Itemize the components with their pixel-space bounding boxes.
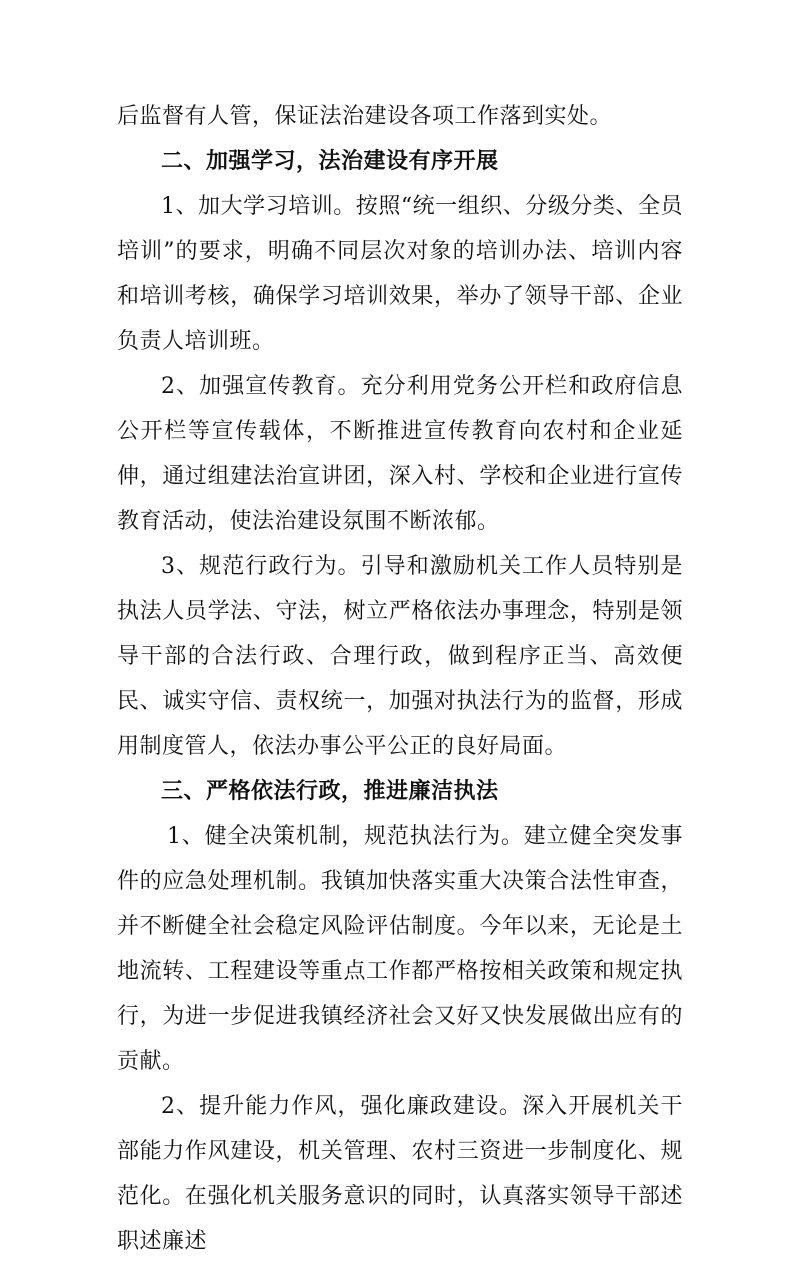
section-heading-2: 二、加强学习，法治建设有序开展 [161,149,499,174]
section-heading-3: 三、严格依法行政，推进廉洁执法 [161,779,499,804]
paragraph-standardize-administration: 3、规范行政行为。引导和激励机关工作人员特别是执法人员学法、守法，树立严格依法办事理念，特别是领导干部的合法行政、合理行政，做到程序正当、高效便民、诚实守信、责权统一，加强对执法行为的监督，形成用制度管人，依法办事公平公正的良好局面。 [117,554,683,759]
paragraph-publicity-education: 2、加强宣传教育。充分利用党务公开栏和政府信息公开栏等宣传载体，不断推进宣传教育向农村和企业延伸，通过组建法治宣讲团，深入村、学校和企业进行宣传教育活动，使法治建设氛围不断浓郁。 [117,374,683,534]
paragraph-continuation: 后监督有人管，保证法治建设各项工作落到实处。 [117,104,613,129]
paragraph-study-training: 1、加大学习培训。按照“统一组织、分级分类、全员培训”的要求，明确不同层次对象的培训办法、培训内容和培训考核，确保学习培训效果，举办了领导干部、企业负责人培训班。 [117,194,683,354]
document-body [117,94,683,1264]
paragraph-decision-mechanism: 1、健全决策机制，规范执法行为。建立健全突发事件的应急处理机制。我镇加快落实重大决策合法性审查，并不断健全社会稳定风险评估制度。今年以来，无论是土地流转、工程建设等重点工作都严格按相关政策和规定执行，为进一步促进我镇经济社会又好又快发展做出应有的贡献。 [117,824,683,1074]
paragraph-ability-style: 2、提升能力作风，强化廉政建设。深入开展机关干部能力作风建设，机关管理、农村三资进一步制度化、规范化。在强化机关服务意识的同时，认真落实领导干部述职述廉述 [117,1094,683,1254]
